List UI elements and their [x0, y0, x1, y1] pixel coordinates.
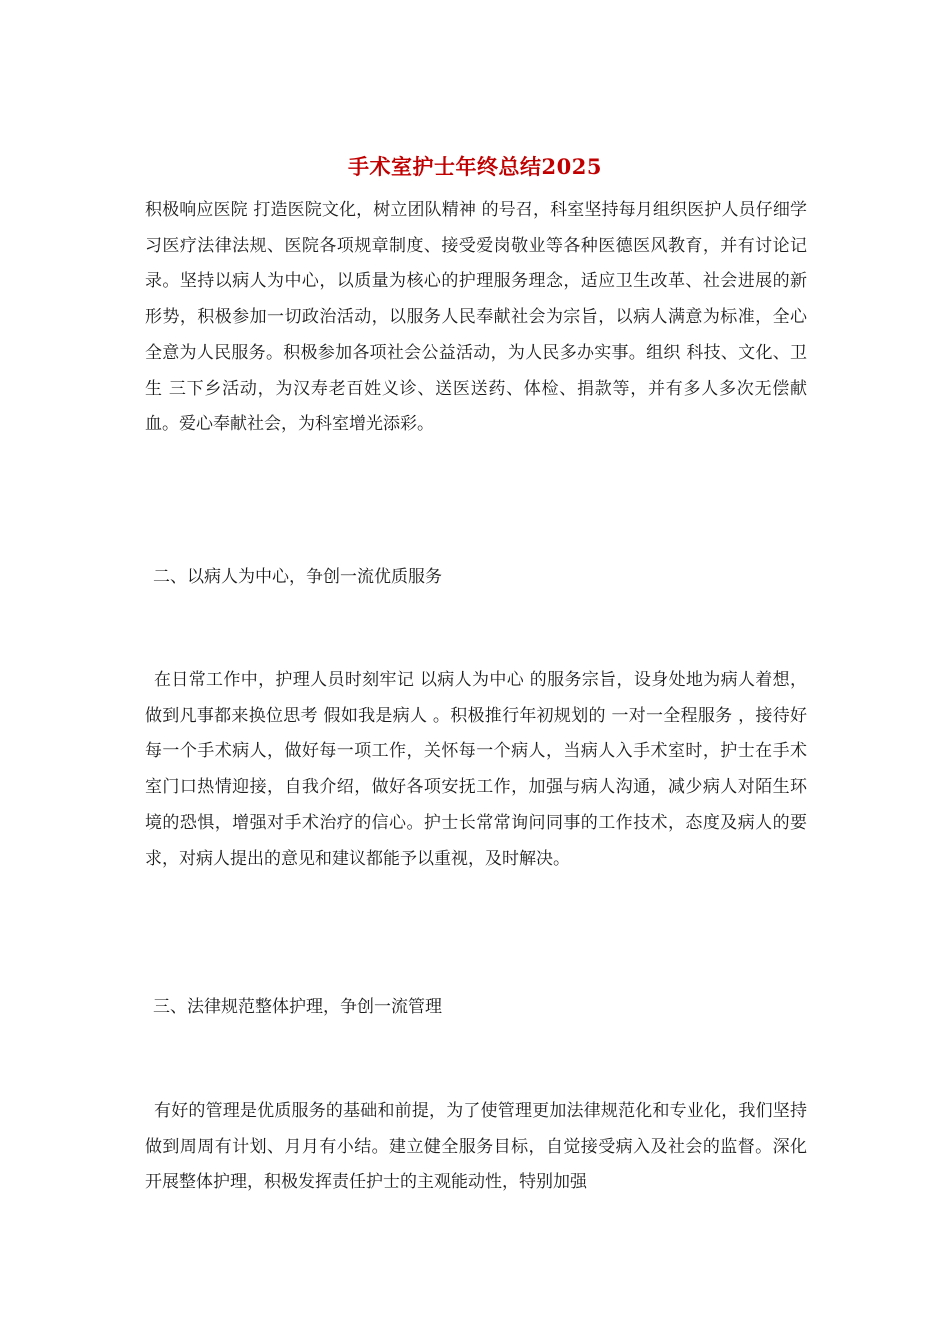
paragraph-patient-service: 在日常工作中，护理人员时刻牢记 以病人为中心 的服务宗旨，设身处地为病人着想，做到凡事都来换位思考 假如我是病人 。积极推行年初规划的 一对一全程服务 ，接待好每一个手术病人，做好每一项工作，关怀每一个病人，当病人入手术室时，护士在手术室门口热情迎接，自我介绍，做好各项安抚工作，加强与病人沟通，减少病人对陌生环境的恐惧，增强对手术治疗的信心。护士长常常询问同事的工作技术，态度及病人的要求，对病人提出的意见和建议都能予以重视，及时解决。 — [145, 670, 807, 869]
paragraph-culture: 积极响应医院 打造医院文化，树立团队精神 的号召，科室坚持每月组织医护人员仔细学习医疗法律法规、医院各项规章制度、接受爱岗敬业等各种医德医风教育，并有讨论记录。坚持以病人为中心，以质量为核心的护理服务理念，适应卫生改革、社会进展的新形势，积极参加一切政治活动，以服务人民奉献社会为宗旨，以病人满意为标准，全心全意为人民服务。积极参加各项社会公益活动，为人民多办实事。组织 科技、文化、卫生 三下乡活动，为汉寿老百姓义诊、送医送药、体检、捐款等，并有多人多次无偿献血。爱心奉献社会，为科室增光添彩。 — [145, 200, 807, 435]
paragraph-management: 有好的管理是优质服务的基础和前提，为了使管理更加法律规范化和专业化，我们坚持做到周周有计划、月月有小结。建立健全服务目标，自觉接受病入及社会的监督。深化开展整体护理，积极发挥责任护士的主观能动性，特别加强 — [145, 1101, 807, 1193]
section-heading-patient-centered: 二、以病人为中心，争创一流优质服务 — [153, 567, 442, 587]
section-heading-management: 三、法律规范整体护理，争创一流管理 — [153, 997, 442, 1017]
document-title: 手术室护士年终总结2025 — [348, 154, 602, 179]
